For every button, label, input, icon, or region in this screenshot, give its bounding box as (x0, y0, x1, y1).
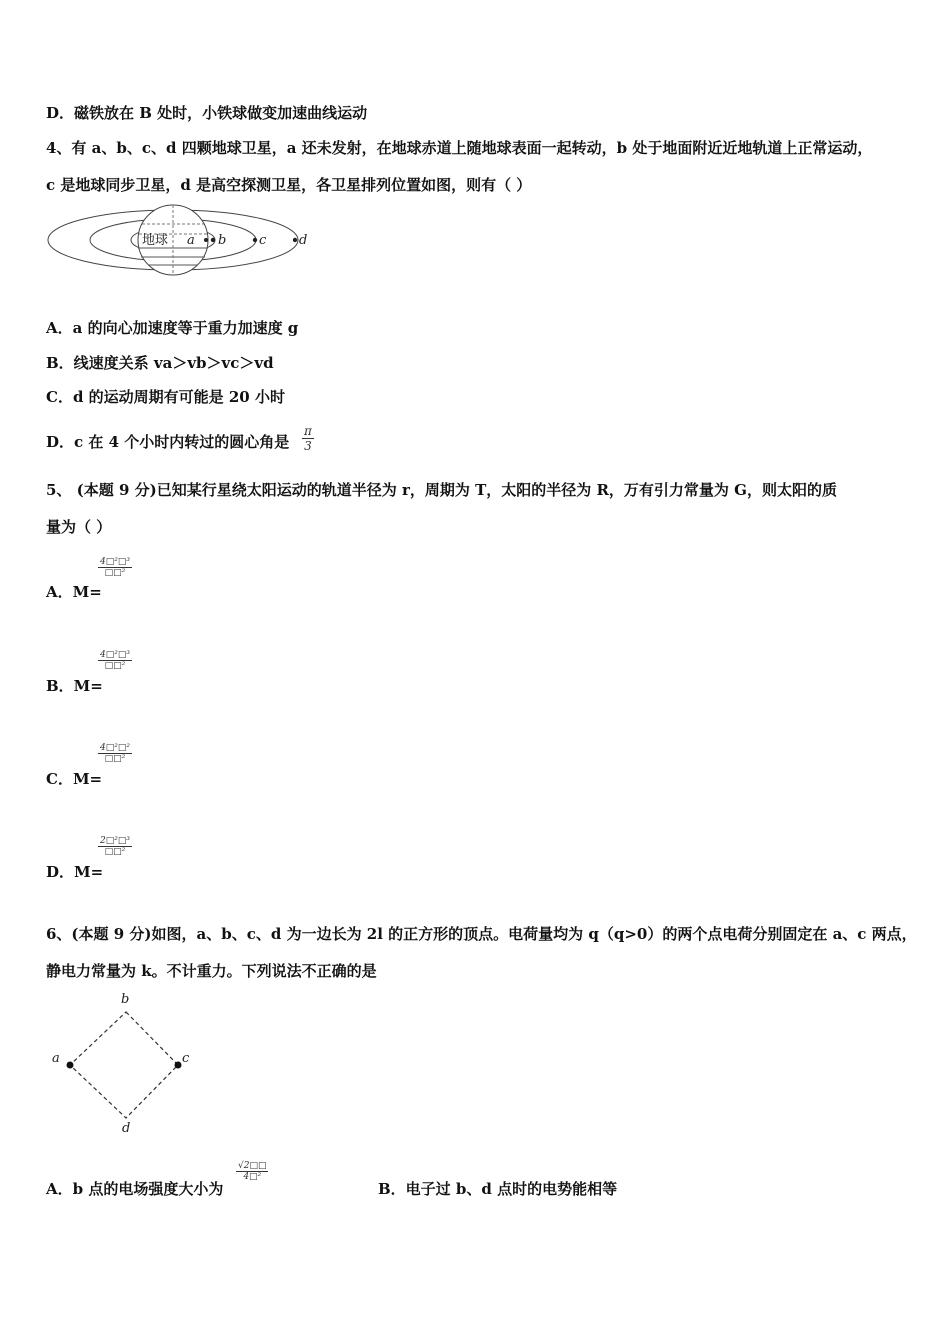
q5-option-d: D．M= (46, 863, 104, 881)
fraction-numerator: √2□□ (238, 1161, 267, 1171)
q4-option-d-fraction (302, 424, 314, 453)
fraction-numerator: 2□²□³ (100, 836, 130, 846)
q4-stem-line2: c 是地球同步卫星，d 是高空探测卫星，各卫星排列位置如图，则有（ ） (46, 176, 532, 194)
fraction-denominator: 4□² (243, 1172, 262, 1182)
q4-option-c: C．d 的运动周期有可能是 20 小时 (46, 388, 285, 406)
satellite-a-dot (204, 238, 208, 242)
q4-stem-line1: 4、有 a、b、c、d 四颗地球卫星，a 还未发射，在地球赤道上随地球表面一起转动，b 处于地面附近近地轨道上正常运动， (46, 139, 873, 157)
vertex-b-label: b (121, 992, 130, 1007)
q6-square-figure (48, 990, 198, 1136)
fraction-numerator: 4□²□³ (100, 557, 130, 567)
q5-option-d-fraction (98, 836, 132, 857)
q6-stem-line1: 6、(本题 9 分)如图，a、b、c、d 为一边长为 2l 的正方形的顶点。电荷量均为 q（q>0）的两个点电荷分别固定在 a、c 两点， (46, 925, 917, 943)
satellite-d-dot (293, 238, 297, 242)
q4-option-b (46, 352, 274, 373)
fraction-denominator: 3 (304, 439, 312, 453)
satellite-a-label: a (187, 233, 195, 248)
fraction-denominator: □□² (104, 661, 126, 671)
fraction-denominator: □□² (104, 568, 126, 578)
q5-stem-line1: 5、 (本题 9 分)已知某行星绕太阳运动的轨道半径为 r，周期为 T，太阳的半径为 R，万有引力常量为 G，则太阳的质 (46, 481, 837, 499)
satellite-b-dot (211, 238, 215, 242)
q4-option-b-rest: a＞vb＞vc＞vd (162, 354, 274, 372)
satellite-d-label: d (299, 233, 308, 248)
q5-option-c: C．M= (46, 770, 103, 788)
fraction-numerator: π (304, 424, 312, 438)
earth-label: 地球 (142, 233, 169, 248)
satellite-c-label: c (259, 233, 267, 248)
q3-option-d: D．磁铁放在 B 处时，小铁球做变加速曲线运动 (46, 104, 368, 122)
q5-option-b-fraction (98, 650, 132, 671)
q4-option-d: D．c 在 4 个小时内转过的圆心角是 (46, 433, 290, 451)
vertex-a-label: a (52, 1051, 60, 1066)
q4-option-b-prefix: B．线速度关系 v (46, 354, 163, 372)
fraction-denominator: □□² (104, 847, 126, 857)
q5-option-c-fraction (98, 743, 132, 764)
q5-stem-line2: 量为（ ） (46, 518, 112, 536)
q6-option-b: B．电子过 b、d 点时的电势能相等 (378, 1180, 618, 1198)
q5-option-b: B．M= (46, 677, 103, 695)
charge-c-dot (175, 1062, 182, 1069)
q6-stem-line2: 静电力常量为 k。不计重力。下列说法不正确的是 (46, 962, 377, 980)
q6-option-a-fraction (236, 1161, 268, 1182)
fraction-numerator: 4□²□² (100, 743, 130, 753)
q6-option-a: A．b 点的电场强度大小为 (46, 1180, 224, 1198)
q5-option-a: A．M= (46, 583, 102, 601)
square-outline (70, 1012, 178, 1118)
charge-a-dot (67, 1062, 74, 1069)
q4-option-a: A．a 的向心加速度等于重力加速度 g (46, 319, 299, 337)
satellite-b-label: b (218, 233, 227, 248)
q5-option-a-fraction (98, 557, 132, 578)
vertex-d-label: d (122, 1121, 131, 1136)
fraction-denominator: □□² (104, 754, 126, 764)
fraction-numerator: 4□²□³ (100, 650, 130, 660)
vertex-c-label: c (182, 1051, 190, 1066)
q4-orbit-figure (46, 204, 316, 280)
satellite-c-dot (253, 238, 257, 242)
